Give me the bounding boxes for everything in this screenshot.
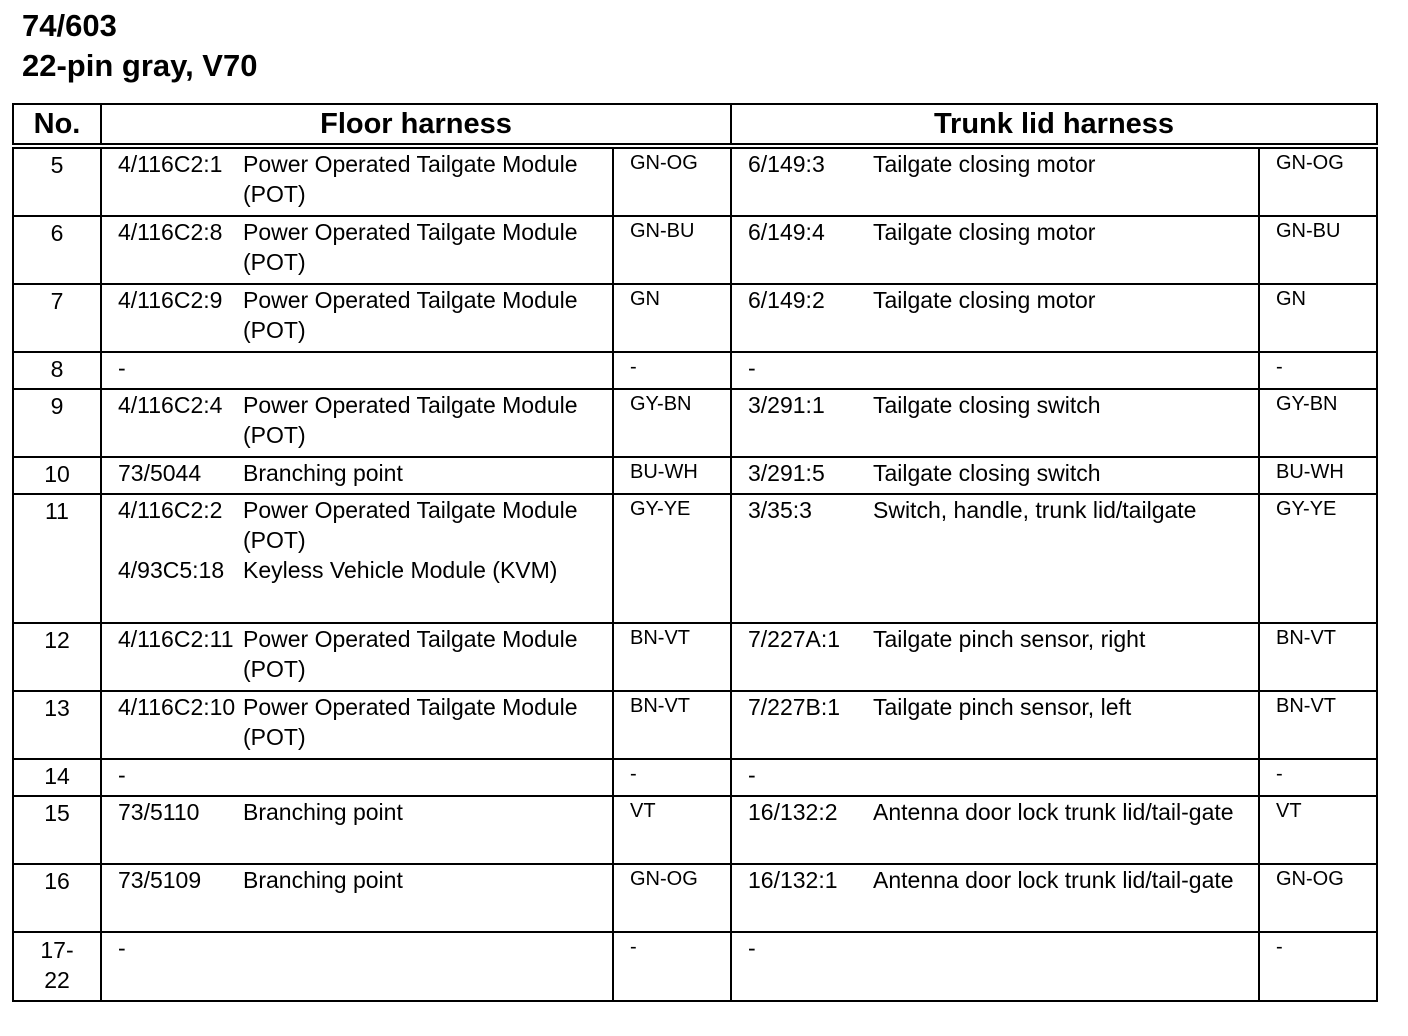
- floor-wire-color: -: [613, 932, 731, 1001]
- floor-wire-color: GY-BN: [613, 389, 731, 457]
- floor-component: [243, 623, 613, 691]
- table-row: [13, 864, 1377, 932]
- floor-wire-color: GN-BU: [613, 216, 731, 284]
- floor-component: [243, 457, 613, 494]
- trunk-component-text: Antenna door lock trunk lid/tail-gate: [873, 799, 1234, 825]
- pin-number: 7: [13, 284, 101, 352]
- trunk-component-text: Tailgate closing motor: [873, 219, 1096, 245]
- table-header-row: [13, 104, 1377, 146]
- floor-component-text: Power Operated Tailgate Module (POT): [243, 626, 578, 682]
- trunk-wire-color: GY-BN: [1259, 389, 1377, 457]
- table-row: [13, 494, 1377, 623]
- trunk-wire-color: BN-VT: [1259, 623, 1377, 691]
- trunk-component: [873, 864, 1259, 932]
- trunk-wire-color: GN-OG: [1259, 146, 1377, 216]
- floor-pin-id-text: 4/93C5:18: [118, 557, 225, 583]
- trunk-pin-id-text: -: [748, 762, 756, 788]
- table-row: [13, 623, 1377, 691]
- trunk-pin-id: [731, 146, 873, 216]
- floor-component-text: Power Operated Tailgate Module (POT): [243, 287, 578, 343]
- trunk-component: [873, 389, 1259, 457]
- floor-pin-id-text: -: [118, 762, 126, 788]
- floor-component: [243, 352, 613, 389]
- trunk-component: [873, 623, 1259, 691]
- floor-component: [243, 796, 613, 864]
- floor-component: [243, 284, 613, 352]
- trunk-pin-id: [731, 864, 873, 932]
- floor-component: [243, 932, 613, 1001]
- floor-wire-color: GN-OG: [613, 146, 731, 216]
- trunk-component: [873, 796, 1259, 864]
- floor-wire-color: -: [613, 759, 731, 796]
- floor-component-text: Power Operated Tailgate Module (POT): [243, 497, 578, 553]
- floor-pin-id: [101, 284, 243, 352]
- trunk-component-text: Tailgate closing switch: [873, 392, 1101, 418]
- trunk-component: [873, 352, 1259, 389]
- pin-number: 11: [13, 494, 101, 623]
- trunk-component-text: Tailgate closing motor: [873, 151, 1096, 177]
- table-row: [13, 216, 1377, 284]
- trunk-wire-color: -: [1259, 352, 1377, 389]
- floor-component-text: [243, 353, 606, 383]
- trunk-component-text: Tailgate closing motor: [873, 287, 1096, 313]
- pin-number: 16: [13, 864, 101, 932]
- floor-pin-id-text: 4/116C2:1: [118, 151, 223, 177]
- trunk-pin-id-text: 16/132:1: [748, 867, 838, 893]
- table-row: [13, 146, 1377, 216]
- floor-pin-id-text: 4/116C2:10: [118, 694, 236, 720]
- header-no: No.: [13, 104, 101, 146]
- pin-number: 5: [13, 146, 101, 216]
- trunk-wire-color: GN: [1259, 284, 1377, 352]
- floor-pin-id: [101, 691, 243, 759]
- trunk-component: [873, 759, 1259, 796]
- table-row: [13, 457, 1377, 494]
- trunk-component: [873, 932, 1259, 1001]
- floor-wire-color: GN: [613, 284, 731, 352]
- trunk-component: [873, 457, 1259, 494]
- trunk-component-text: Tailgate closing switch: [873, 460, 1101, 486]
- floor-pin-id-text: 4/116C2:11: [118, 626, 234, 652]
- trunk-pin-id-text: 16/132:2: [748, 799, 838, 825]
- pin-number: 13: [13, 691, 101, 759]
- table-row: [13, 352, 1377, 389]
- trunk-pin-id-text: 6/149:3: [748, 151, 825, 177]
- trunk-component: [873, 284, 1259, 352]
- floor-wire-color: VT: [613, 796, 731, 864]
- table-row: [13, 759, 1377, 796]
- floor-component: [243, 759, 613, 796]
- table-row: [13, 691, 1377, 759]
- trunk-pin-id-text: 6/149:4: [748, 219, 825, 245]
- connector-pin-table: [12, 103, 1378, 1002]
- trunk-wire-color: GY-YE: [1259, 494, 1377, 623]
- pin-number: 6: [13, 216, 101, 284]
- pin-number: 14: [13, 759, 101, 796]
- floor-component: [243, 864, 613, 932]
- trunk-pin-id-text: -: [748, 935, 756, 961]
- floor-component-text: Branching point: [243, 460, 403, 486]
- floor-wire-color: BN-VT: [613, 623, 731, 691]
- table-row: [13, 389, 1377, 457]
- floor-pin-id: [101, 864, 243, 932]
- trunk-wire-color: GN-OG: [1259, 864, 1377, 932]
- floor-pin-id-text: 73/5044: [118, 460, 202, 486]
- header-trunk-lid-harness: Trunk lid harness: [731, 104, 1377, 146]
- floor-pin-id: [101, 352, 243, 389]
- pin-number: 12: [13, 623, 101, 691]
- floor-component-text: Power Operated Tailgate Module (POT): [243, 151, 578, 207]
- floor-wire-color: GN-OG: [613, 864, 731, 932]
- trunk-pin-id-text: 6/149:2: [748, 287, 825, 313]
- floor-component-text: Power Operated Tailgate Module (POT): [243, 392, 578, 448]
- trunk-wire-color: BN-VT: [1259, 691, 1377, 759]
- trunk-pin-id-text: 3/35:3: [748, 497, 812, 523]
- floor-pin-id: [101, 759, 243, 796]
- trunk-pin-id: [731, 494, 873, 623]
- floor-component: [243, 389, 613, 457]
- trunk-component: [873, 494, 1259, 623]
- trunk-pin-id: [731, 284, 873, 352]
- floor-component: [243, 691, 613, 759]
- pin-number: 8: [13, 352, 101, 389]
- floor-pin-id: [101, 932, 243, 1001]
- floor-pin-id-text: -: [118, 355, 126, 381]
- trunk-component: [873, 691, 1259, 759]
- floor-component: [243, 494, 613, 623]
- floor-component: [243, 216, 613, 284]
- trunk-wire-color: VT: [1259, 796, 1377, 864]
- floor-pin-id-text: 4/116C2:2: [118, 497, 223, 523]
- floor-component-text: Power Operated Tailgate Module (POT): [243, 219, 578, 275]
- floor-component: [243, 146, 613, 216]
- trunk-wire-color: BU-WH: [1259, 457, 1377, 494]
- table-row: [13, 932, 1377, 1001]
- floor-component-text: Branching point: [243, 867, 403, 893]
- floor-component-text: Keyless Vehicle Module (KVM): [243, 557, 558, 583]
- trunk-wire-color: -: [1259, 932, 1377, 1001]
- pin-number: 9: [13, 389, 101, 457]
- trunk-pin-id-text: -: [748, 355, 756, 381]
- trunk-wire-color: GN-BU: [1259, 216, 1377, 284]
- trunk-pin-id: [731, 389, 873, 457]
- floor-pin-id: [101, 623, 243, 691]
- table-row: [13, 796, 1377, 864]
- floor-pin-id-text: 73/5109: [118, 867, 202, 893]
- trunk-component: [873, 216, 1259, 284]
- floor-pin-id: [101, 494, 243, 623]
- trunk-pin-id-text: 7/227B:1: [748, 694, 841, 720]
- floor-component-text: Branching point: [243, 799, 403, 825]
- trunk-component-text: Antenna door lock trunk lid/tail-gate: [873, 867, 1234, 893]
- floor-component-text: [243, 760, 606, 790]
- trunk-pin-id: [731, 216, 873, 284]
- floor-component-text: Power Operated Tailgate Module (POT): [243, 694, 578, 750]
- floor-pin-id-text: 73/5110: [118, 799, 200, 825]
- trunk-component-text: Tailgate pinch sensor, left: [873, 694, 1132, 720]
- document-code: 74/603: [22, 8, 117, 43]
- floor-component-text: [243, 933, 606, 963]
- pin-number: 15: [13, 796, 101, 864]
- trunk-pin-id: [731, 691, 873, 759]
- document-subtitle: 22-pin gray, V70: [22, 48, 258, 83]
- trunk-pin-id: [731, 623, 873, 691]
- floor-pin-id-text: 4/116C2:9: [118, 287, 223, 313]
- pin-number: 17-22: [13, 932, 101, 1001]
- floor-pin-id: [101, 216, 243, 284]
- floor-pin-id: [101, 146, 243, 216]
- floor-pin-id-text: 4/116C2:4: [118, 392, 223, 418]
- floor-pin-id: [101, 796, 243, 864]
- floor-pin-id: [101, 457, 243, 494]
- trunk-component-text: Switch, handle, trunk lid/tailgate: [873, 497, 1197, 523]
- trunk-pin-id: [731, 457, 873, 494]
- pin-number: 10: [13, 457, 101, 494]
- floor-wire-color: GY-YE: [613, 494, 731, 623]
- floor-pin-id-text: -: [118, 935, 126, 961]
- trunk-pin-id-text: 3/291:5: [748, 460, 825, 486]
- header-floor-harness: Floor harness: [101, 104, 731, 146]
- trunk-pin-id: [731, 796, 873, 864]
- trunk-pin-id-text: 3/291:1: [748, 392, 825, 418]
- floor-pin-id: [101, 389, 243, 457]
- floor-wire-color: BN-VT: [613, 691, 731, 759]
- trunk-component-text: Tailgate pinch sensor, right: [873, 626, 1146, 652]
- floor-pin-id-text: 4/116C2:8: [118, 219, 223, 245]
- floor-wire-color: BU-WH: [613, 457, 731, 494]
- trunk-wire-color: -: [1259, 759, 1377, 796]
- trunk-pin-id: [731, 932, 873, 1001]
- table-row: [13, 284, 1377, 352]
- trunk-pin-id-text: 7/227A:1: [748, 626, 841, 652]
- trunk-component: [873, 146, 1259, 216]
- trunk-pin-id: [731, 759, 873, 796]
- floor-wire-color: -: [613, 352, 731, 389]
- trunk-pin-id: [731, 352, 873, 389]
